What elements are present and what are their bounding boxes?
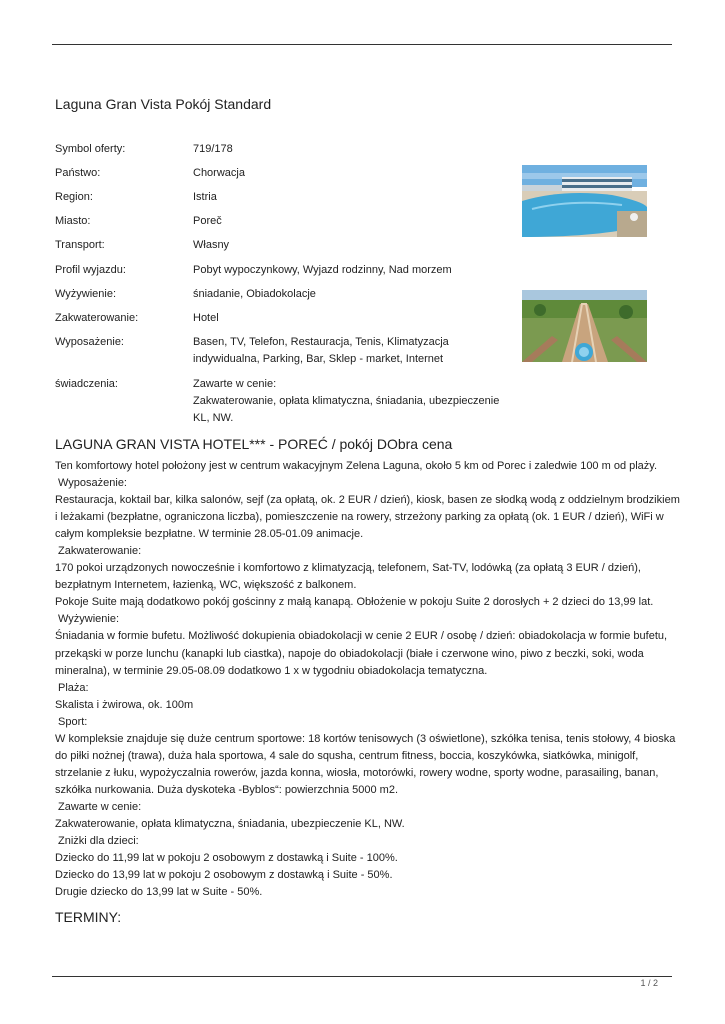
page-title: Laguna Gran Vista Pokój Standard (55, 96, 272, 112)
spec-label: Symbol oferty: (55, 143, 126, 155)
page-indicator: 1 / 2 (640, 978, 658, 988)
section-label: Plaża: (58, 681, 89, 694)
spec-label: Profil wyjazdu: (55, 264, 126, 276)
spec-label: Zakwaterowanie: (55, 312, 139, 324)
spec-value: śniadanie, Obiadokolacje (193, 288, 316, 300)
spec-label: Państwo: (55, 167, 101, 179)
paragraph: Restauracja, koktail bar, kilka salonów, sejf (za opłatą, ok. 2 EUR / dzień), kiosk, basen ze słodką wodą z oddzielnym brodzikiem i leżakami (bezpłatne, ograniczona liczba), pomieszczenie na rowery, strzeżony parking za opłatą (ok. 1 EUR / dzień), WiFi w całym kompleksie bezpłatne. W terminie 28.05-01.09 animacje. (55, 494, 680, 541)
paragraph: 170 pokoi urządzonych nowocześnie i komfortowo z klimatyzacją, telefonem, Sat-TV, lodówką (za opłatą 3 EUR / dzień), bezpłatnym Internetem, łazienką, WC, większość z balkonem. (55, 562, 641, 592)
section-label: Zniżki dla dzieci: (58, 835, 139, 848)
paragraph: Zakwaterowanie, opłata klimatyczna, śniadania, ubezpieczenie KL, NW. (55, 817, 405, 830)
spec-value: Istria (193, 191, 217, 203)
paragraph: Skalista i żwirowa, ok. 100m (55, 698, 194, 711)
paragraph: Dziecko do 13,99 lat w pokoju 2 osobowym z dostawką i Suite - 50%. (55, 869, 393, 882)
spec-value: Chorwacja (193, 167, 245, 179)
paragraph: W kompleksie znajduje się duże centrum sportowe: 18 kortów tenisowych (3 oświetlone), szkółka tenisa, tenis stołowy, 4 bioska do piłki nożnej (trawa), duża hala sportowa, 4 sale do squsha, centrum fitness, boccia, koszykówka, siatkówka, minigolf, strzelanie z łuku, wypożyczalnia rowerów, jazda konna, wiosła, motorówki, rowery wodne, sporty wodne, parasailing, banan, szkółka nurkowania. Duża dyskoteka -Byblos“: powierzchnia 5000 m2. (55, 732, 676, 796)
spec-label: świadczenia: (55, 378, 118, 390)
spec-value: Własny (193, 239, 230, 251)
section-label: Zawarte w cenie: (58, 800, 142, 813)
offer-description (55, 458, 680, 901)
spec-value-line: Zakwaterowanie, opłata klimatyczna, śniadania, ubezpieczenie KL, NW. (193, 395, 500, 424)
spec-label: Region: (55, 191, 93, 203)
spec-value: Hotel (193, 312, 219, 324)
spec-value: Pobyt wypoczynkowy, Wyjazd rodzinny, Nad morzem (193, 264, 452, 276)
paragraph: Pokoje Suite mają dodatkowo pokój gościnny z małą kanapą. Obłożenie w pokoju Suite 2 dorosłych + 2 dzieci do 13,99 lat. (55, 596, 654, 609)
spec-value: Poreč (193, 215, 222, 227)
section-label: Zakwaterowanie: (58, 545, 142, 558)
spec-label: Wyposażenie: (55, 336, 124, 348)
spec-value-line: Zawarte w cenie: (193, 378, 277, 390)
terms-heading: TERMINY: (55, 909, 122, 925)
hotel-garden-photo (522, 290, 647, 362)
section-label: Sport: (58, 715, 88, 728)
hotel-pool-photo (522, 165, 647, 237)
spec-label: Miasto: (55, 215, 91, 227)
bottom-rule (52, 976, 672, 977)
paragraph: Śniadania w formie bufetu. Możliwość dokupienia obiadokolacji w cenie 2 EUR / osobę / dzień: obiadokolacja w formie bufetu, przekąski w porze lunchu (kanapki lub ciastka), napoje do obiadokolacji (białe i czerwone wino, piwo z beczki, soki, woda mineralna), w terminie 29.05-08.09 dodatkowo 1 x w tygodniu obiadokolacja tematyczna. (55, 630, 668, 677)
spec-label: Transport: (55, 239, 105, 251)
paragraph: Dziecko do 11,99 lat w pokoju 2 osobowym z dostawką i Suite - 100%. (55, 852, 398, 865)
spec-value: Basen, TV, Telefon, Restauracja, Tenis, Klimatyzacja indywidualna, Parking, Bar, Sklep - market, Internet (193, 336, 449, 365)
paragraph: Drugie dziecko do 13,99 lat w Suite - 50%. (55, 886, 263, 899)
section-label: Wyżywienie: (58, 613, 120, 626)
spec-label: Wyżywienie: (55, 288, 117, 300)
paragraph: Ten komfortowy hotel położony jest w centrum wakacyjnym Zelena Laguna, około 5 km od Porec i zaledwie 100 m od plaży. (55, 460, 658, 472)
offer-heading: LAGUNA GRAN VISTA HOTEL*** - POREĆ / pokój DObra cena (55, 436, 453, 452)
section-label: Wyposażenie: (58, 477, 127, 490)
top-rule (52, 44, 672, 45)
spec-value (193, 376, 503, 427)
spec-value: 719/178 (193, 143, 233, 155)
